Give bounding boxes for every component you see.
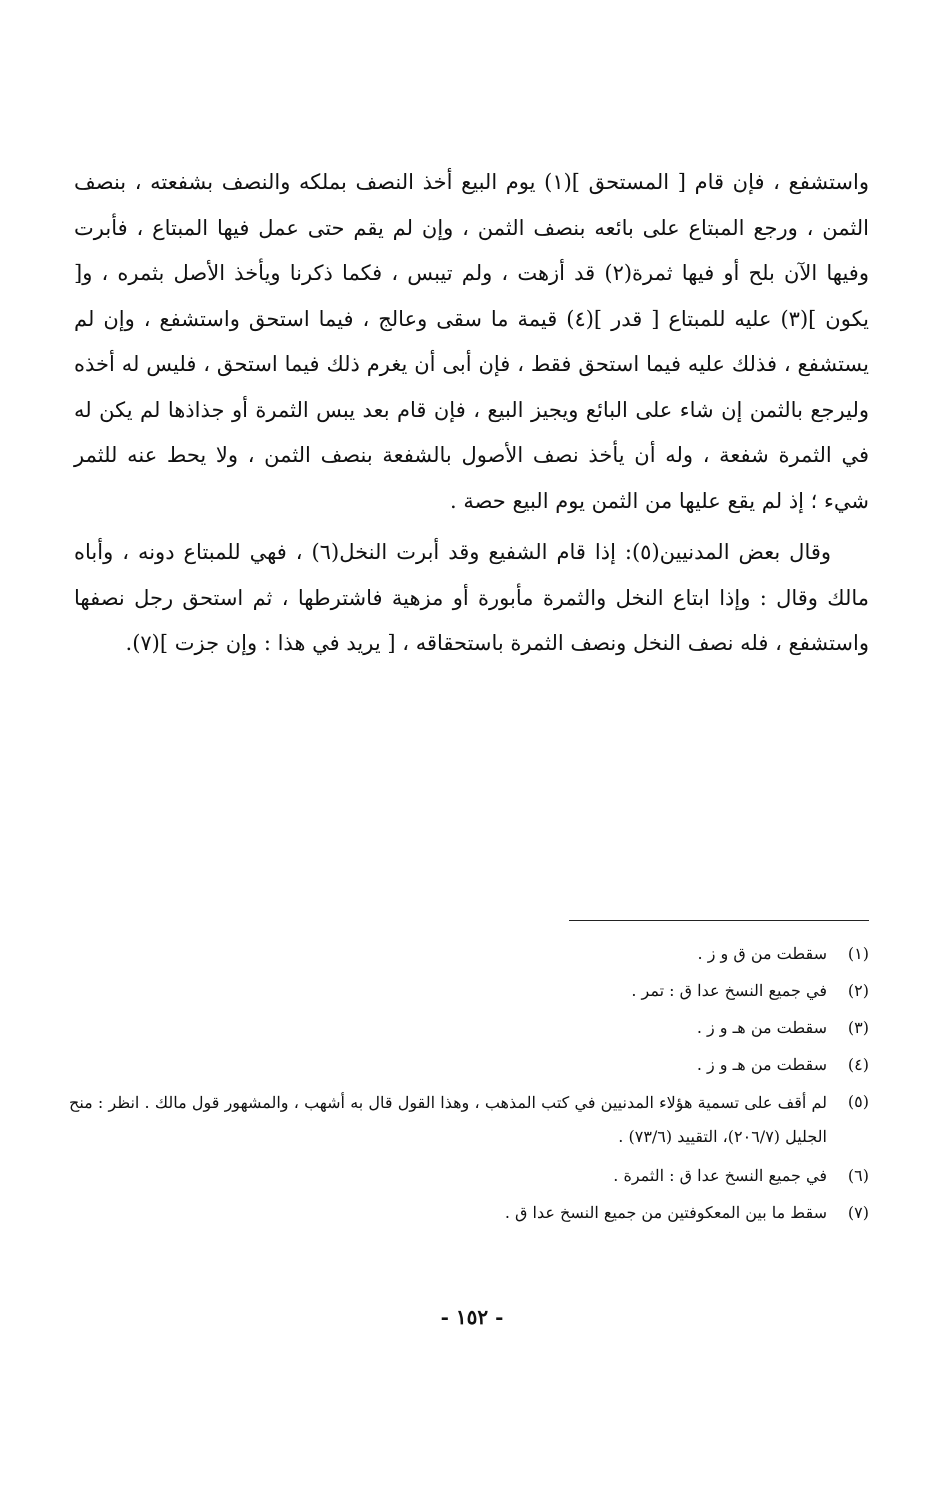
main-text: [74, 160, 869, 667]
footnote-item: [69, 1049, 869, 1080]
footnote-item: [69, 1197, 869, 1228]
footnote-item: [69, 975, 869, 1006]
footnote-divider: [569, 920, 869, 921]
footnote-item: [69, 1160, 869, 1191]
footnote-number: (٥): [847, 1092, 869, 1111]
footnote-number: (٧): [847, 1203, 869, 1222]
footnote-item: [69, 1012, 869, 1043]
footnote-number: (٤): [847, 1055, 869, 1074]
footnote-text: سقطت من ق و ز .: [697, 944, 827, 963]
page-number: - ١٥٢ -: [440, 1305, 504, 1329]
footnote-number: (٣): [847, 1018, 869, 1037]
footnote-text: في جميع النسخ عدا ق : الثمرة .: [613, 1166, 827, 1185]
footnote-text: سقطت من هـ و ز .: [696, 1055, 827, 1074]
paragraph-2: وقال بعض المدنيين(٥): إذا قام الشفيع وقد أبرت النخل(٦) ، فهي للمبتاع دونه ، وأباه مالك وقال : وإذا ابتاع النخل والثمرة مأبورة أو مزهية فاشترطها ، ثم استحق رجل نصفها واستشفع ، فله نصف النخل ونصف الثمرة باستحقاقه ، [ يريد في هذا : وإن جزت ](٧).: [74, 540, 869, 655]
paragraph-1: واستشفع ، فإن قام [ المستحق ](١) يوم البيع أخذ النصف بملكه والنصف بشفعته ، بنصف الثمن ، ورجع المبتاع على بائعه بنصف الثمن ، وإن لم يقم حتى عمل فيها المبتاع ، فأبرت وفيها الآن بلح أو فيها ثمرة(٢) قد أزهت ، ولم تيبس ، فكما ذكرنا ويأخذ الأصل بثمره ، و[ يكون ](٣) عليه للمبتاع [ قدر ](٤) قيمة ما سقى وعالج ، فيما استحق واستشفع ، وإن لم يستشفع ، فذلك عليه فيما استحق فقط ، فإن أبى أن يغرم ذلك فيما استحق ، فليس له أخذه وليرجع بالثمن إن شاء على البائع ويجيز البيع ، فإن قام بعد يبس الثمرة أو جذاذها لم يكن له في الثمرة شفعة ، وله أن يأخذ نصف الأصول بالشفعة بنصف الثمن ، ولا يحط عنه للثمر شيء ؛ إذ لم يقع عليها من الثمن يوم البيع حصة .: [74, 170, 870, 513]
footnotes: [69, 938, 869, 1234]
footnote-text: سقط ما بين المعكوفتين من جميع النسخ عدا ق .: [504, 1203, 827, 1222]
footnote-item: [69, 938, 869, 969]
footnote-number: (٢): [847, 981, 869, 1000]
footnote-text: في جميع النسخ عدا ق : تمر .: [631, 981, 827, 1000]
footnote-number: (١): [847, 944, 869, 963]
footnote-number: (٦): [847, 1166, 869, 1185]
footnote-text: لم أقف على تسمية هؤلاء المدنيين في كتب المذهب ، وهذا القول قال به أشهب ، والمشهور قول مالك . انظر : منح الجليل (٢٠٦/٧)، التقييد (٧٣/٦) .: [69, 1093, 827, 1146]
footnote-text: سقطت من هـ و ز .: [696, 1018, 827, 1037]
footnote-item: [69, 1086, 869, 1154]
